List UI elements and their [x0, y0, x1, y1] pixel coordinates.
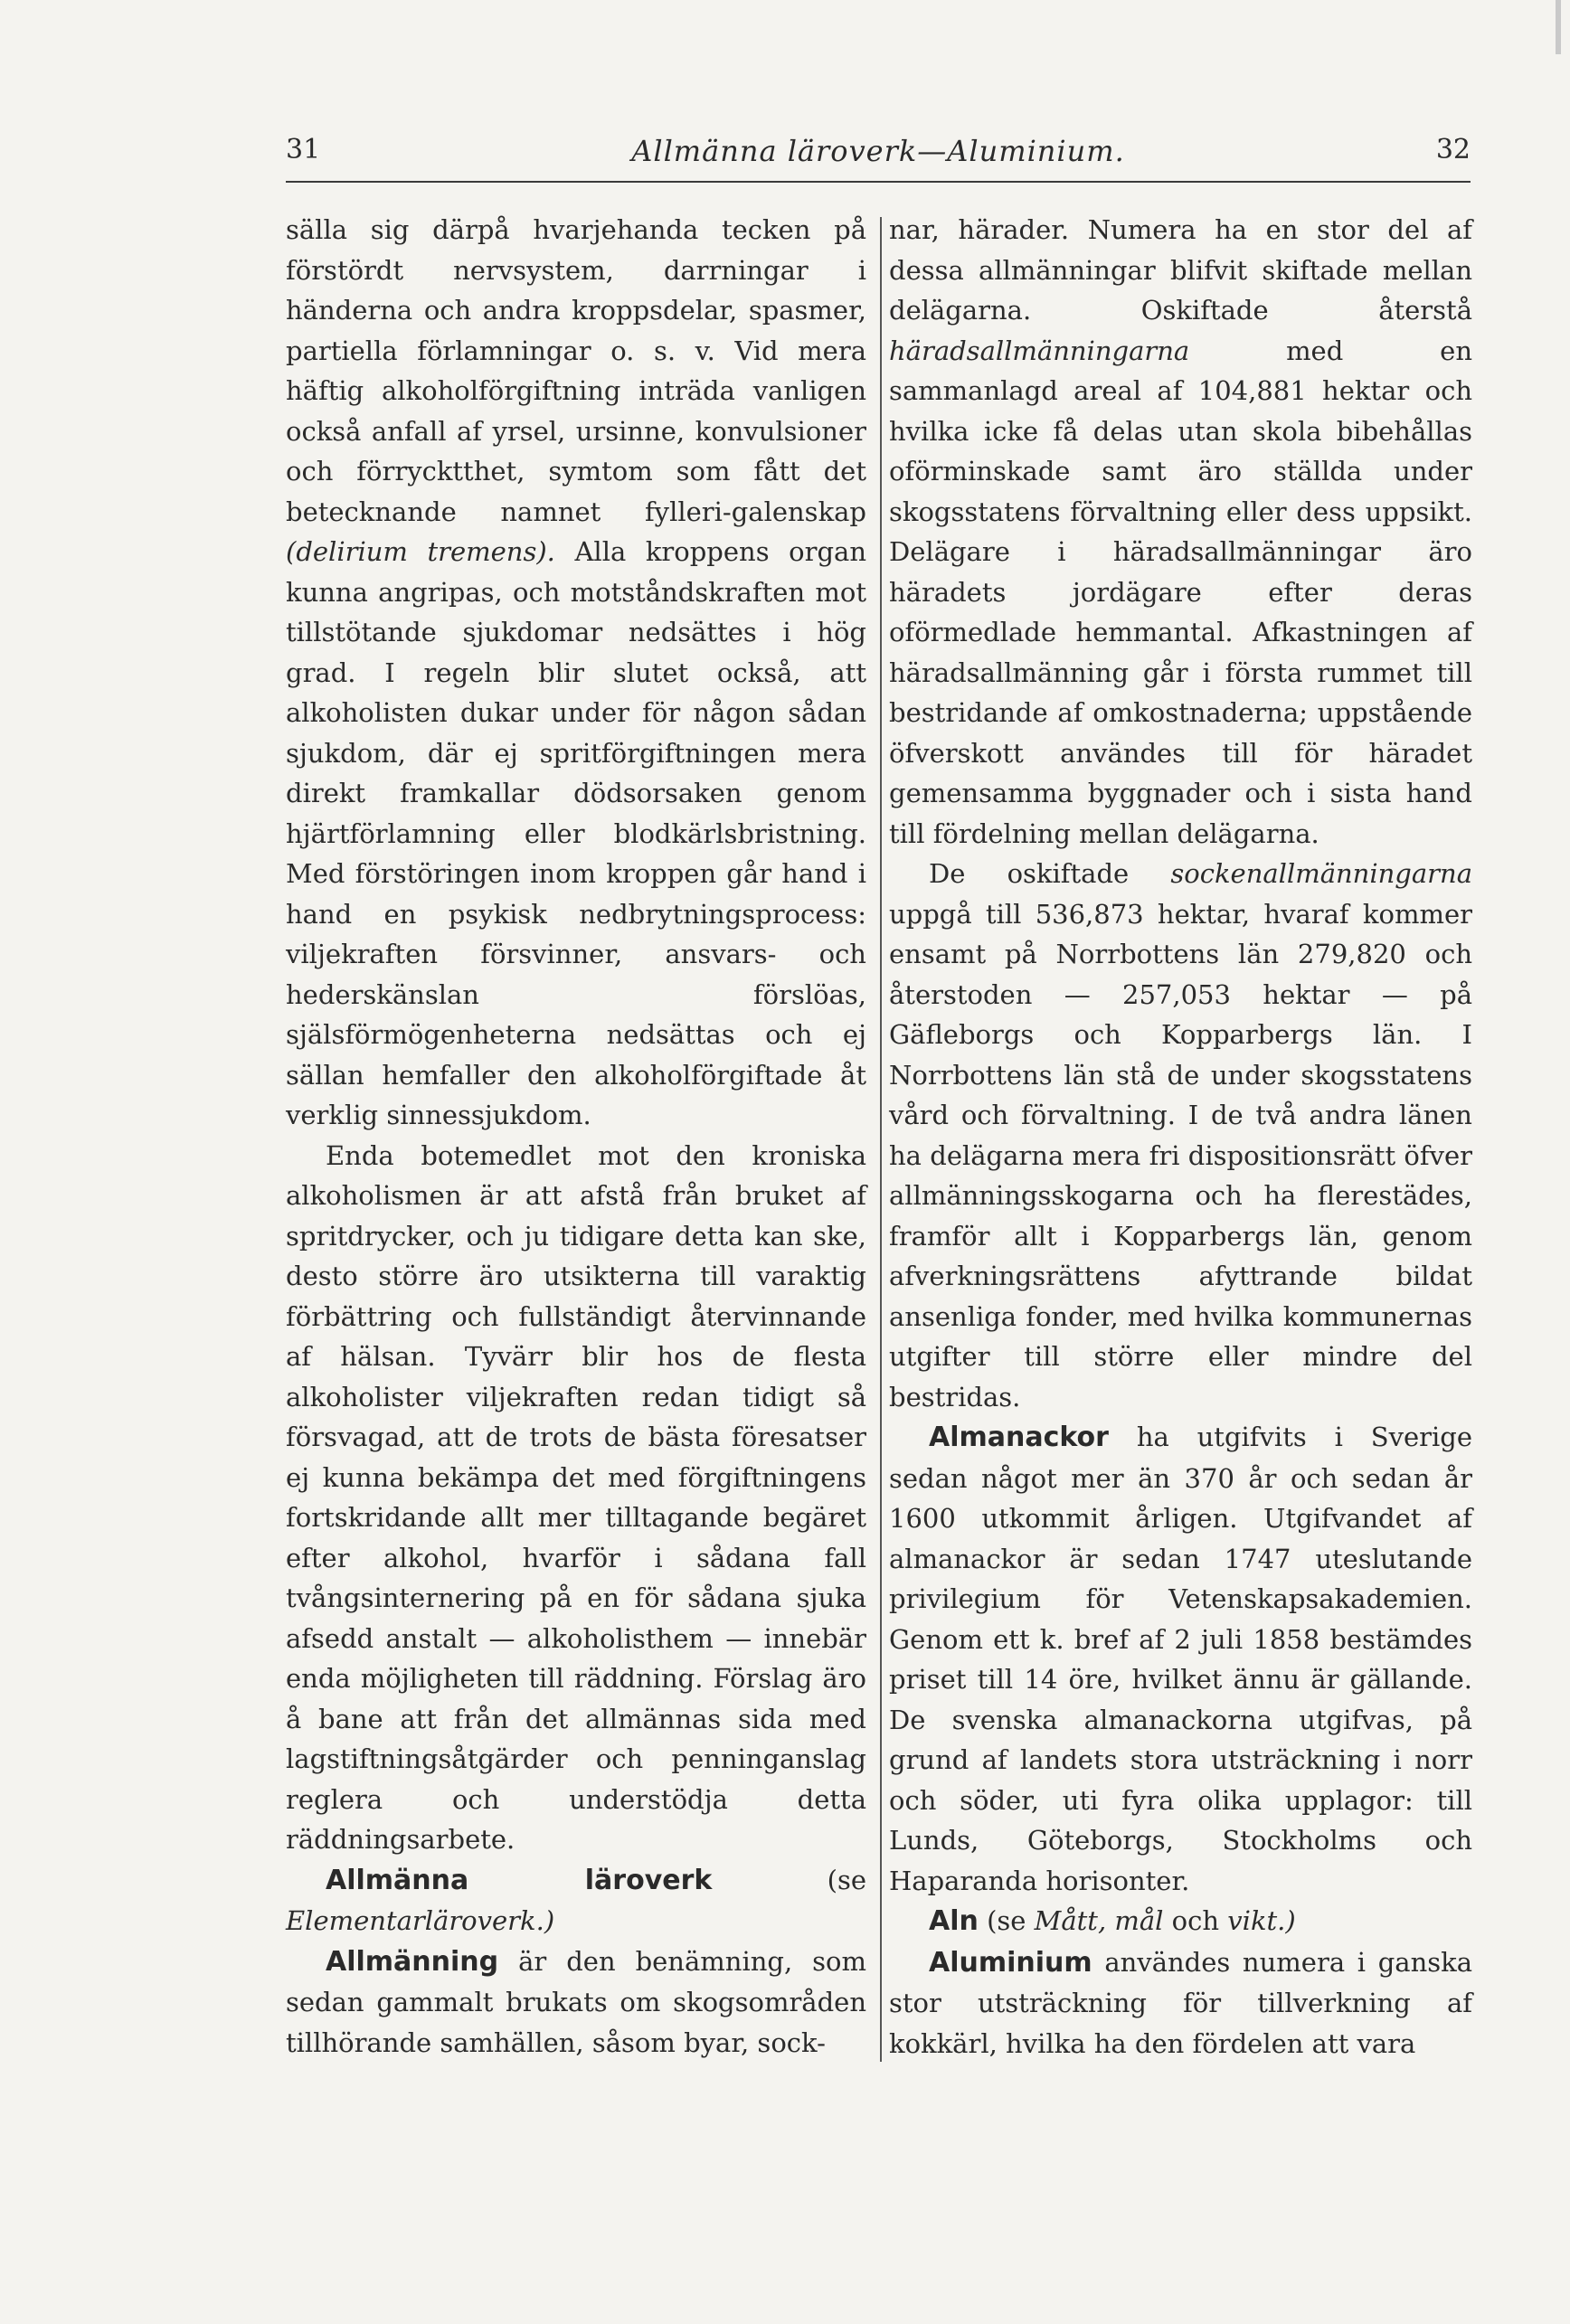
text-run: och — [1171, 1905, 1220, 1936]
text-run: ha utgifvits i Sverige sedan något mer än 370 år och sedan år 1600 utkommit årligen. Utgifvandet af almanackor är sedan 1747 uteslutande privilegium för Vetenskapsakademien. Genom ett k. bref af 2 juli 1858 bestämdes priset till 14 öre, hvilket ännu är gällande. De svenska almanackorna utgifvas, på grund af landets stora utsträckning i norr och söder, uti fyra olika upplagor: till Lunds, Göteborgs, Stockholms och Haparanda horisonter. — [889, 1422, 1472, 1896]
text-run: Alla kroppens organ kunna angripas, och motståndskraften mot tillstötande sjukdomar nedsättes i hög grad. I regeln blir slutet också, att alkoholisten dukar under för någon sådan sjukdom, där ej spritförgiftningen mera direkt framkallar dödsorsaken genom hjärtförlamning eller blodkärlsbristning. Med förstöringen inom kroppen går hand i hand en psykisk nedbrytningsprocess: viljekraften försvinner, ansvars- och hederskänslan förslöas, själsförmögenheterna nedsättas och ej sällan hemfaller den alkoholförgiftade åt verklig sinnessjukdom. — [286, 536, 866, 1130]
left-column — [286, 210, 866, 2063]
right-column — [889, 210, 1472, 2064]
lemma: Allmänning — [326, 1945, 499, 1978]
text-run: med en sammanlagd areal af 104,881 hektar och hvilka icke få delas utan skola bibehållas oförminskade samt äro ställda under skogsstatens förvaltning eller dess uppsikt. Delägare i häradsallmänningar äro häradets jordägare efter deras oförmedlade hemmantal. Afkastningen af häradsallmänning går i första rummet till bestridande af omkostnaderna; uppstående öfverskott användes till för häradet gemensamma byggnader och i sista hand till fördelning mellan delägarna. — [889, 335, 1472, 849]
text-run: uppgå till 536,873 hektar, hvaraf kommer ensamt på Norrbottens län 279,820 och återstoden — 257,053 hektar — på Gäfleborgs och Kopparbergs län. I Norrbottens län stå de under skogsstatens vård och förvaltning. I de två andra länen ha delägarna mera fri dispositionsrätt öfver allmänningsskogarna och ha flerestädes, framför allt i Kopparbergs län, genom afverkningsrättens afyttrande bildat ansenliga fonder, med hvilka kommunernas utgifter till större eller mindre del bestridas. — [889, 898, 1472, 1412]
cross-reference: vikt.) — [1227, 1905, 1296, 1936]
entry-allmanna-laroverk — [286, 1860, 866, 1941]
paragraph-alcoholism-effects — [286, 210, 866, 1136]
column-divider — [880, 217, 882, 2062]
lemma: Aluminium — [929, 1946, 1092, 1979]
cross-reference: Elementarläroverk.) — [286, 1905, 555, 1936]
cross-reference: Mått, mål — [1034, 1905, 1164, 1936]
paragraph-remedy — [286, 1136, 866, 1860]
page-number-right: 32 — [1435, 134, 1471, 165]
entry-almanackor — [889, 1417, 1472, 1901]
running-title: Allmänna läroverk—Aluminium. — [631, 134, 1125, 168]
text-run: (se — [827, 1864, 866, 1895]
text-run: är den benämning, som sedan gammalt brukats om skogsområden tillhörande samhällen, såsom byar, sock- — [286, 1945, 866, 2058]
scan-edge-mark — [1556, 0, 1561, 54]
lemma: Allmänna läroverk — [326, 1864, 713, 1896]
italic-term: (delirium tremens). — [286, 536, 555, 567]
text-run: användes numera i ganska stor utsträckning för tillverkning af kokkärl, hvilka ha den fördelen att vara — [889, 1946, 1472, 2059]
lemma: Aln — [929, 1905, 979, 1937]
paragraph-sockenallmanningar — [889, 854, 1472, 1417]
running-header — [286, 127, 1471, 172]
paragraph-haradsallmanningar — [889, 210, 1472, 854]
entry-aln — [889, 1901, 1472, 1942]
header-rule — [286, 181, 1471, 183]
page-number-left: 31 — [286, 134, 321, 165]
text-run: nar, härader. Numera ha en stor del af dessa allmänningar blifvit skiftade mellan delägarna. Oskiftade återstå — [889, 214, 1472, 326]
text-run: Enda botemedlet mot den kroniska alkoholismen är att afstå från bruket af spritdrycker, och ju tidigare detta kan ske, desto större äro utsikterna till varaktig förbättring och fullständigt återvinnande af hälsan. Tyvärr blir hos de flesta alkoholister viljekraften redan tidigt så försvagad, att de trots de bästa föresatser ej kunna bekämpa det med förgiftningens fortskridande allt mer tilltagande begäret efter alkohol, hvarför i sådana fall tvångsinternering på en för sådana sjuka afsedd anstalt — alkoholisthem — innebär enda möjligheten till räddning. Förslag äro å bane att från det allmännas sida med lagstiftningsåtgärder och penninganslag reglera och understödja detta räddningsarbete. — [286, 1139, 866, 1855]
italic-term: häradsallmänningarna — [889, 335, 1190, 366]
entry-allmanning — [286, 1941, 866, 2064]
italic-term: sockenallmänningarna — [1170, 858, 1472, 889]
lemma: Almanackor — [929, 1422, 1109, 1453]
text-run: (se — [987, 1905, 1026, 1936]
text-run: sälla sig därpå hvarjehanda tecken på förstördt nervsystem, darrningar i händerna och andra kroppsdelar, spasmer, partiella förlamningar o. s. v. Vid mera häftig alkoholförgiftning inträda vanligen också anfall af yrsel, ursinne, konvulsioner och förrycktthet, symtom som fått det betecknande namnet fylleri-galenskap — [286, 214, 866, 527]
text-run: De oskiftade — [929, 858, 1130, 889]
entry-aluminium — [889, 1942, 1472, 2064]
